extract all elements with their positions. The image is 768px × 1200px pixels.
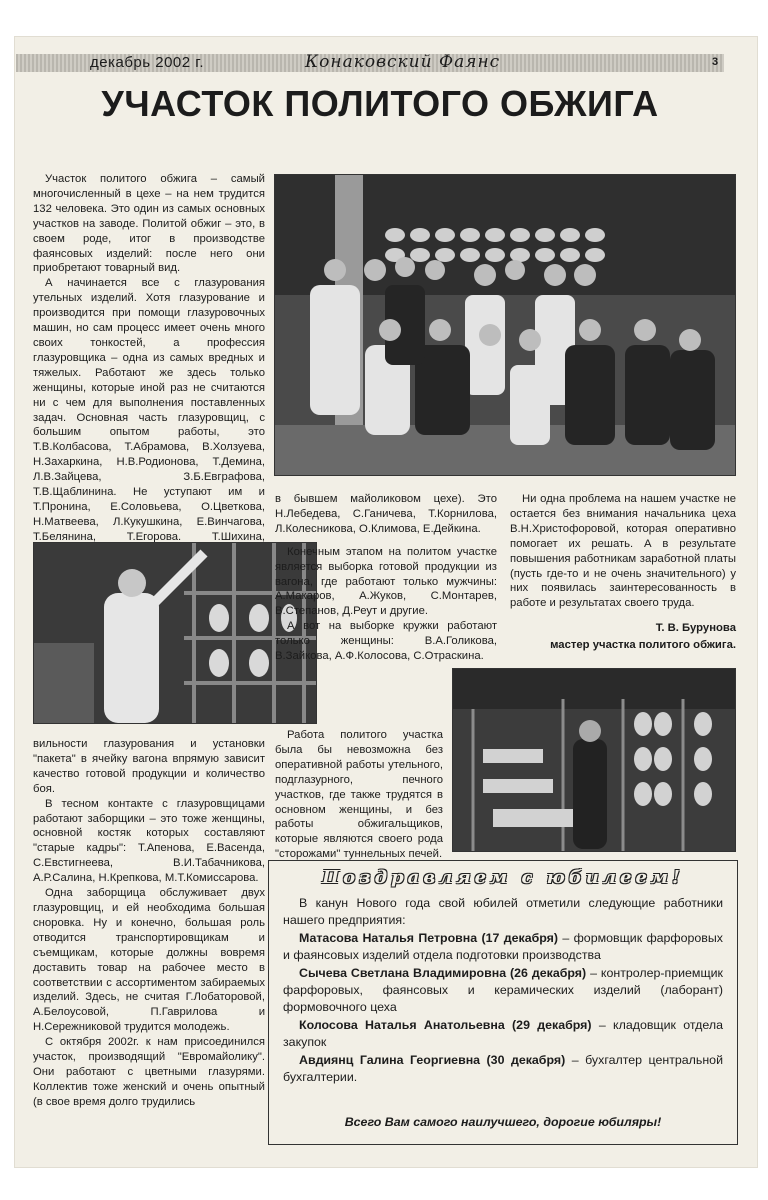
paragraph: вильности глазурования и установки "пакета" в ячейку вагона впрямую зависит качество готовой продукции и количество боя. — [33, 738, 265, 795]
paragraph: Работа политого участка была бы невозможна без оперативной работы утельного, подглазурного, печного участков, где также трудятся в основном женщины, и без работы обжигальщиков, которые являются своего рода "сторожами" туннельных печей. — [275, 729, 443, 861]
column-3 — [510, 492, 736, 611]
jubilee-name: Матасова Наталья Петровна (17 декабря) — [299, 930, 559, 945]
column-1-bottom — [33, 737, 265, 1110]
jubilee-name: Сычева Светлана Владимировна (26 декабря) — [299, 965, 587, 980]
column-2-top — [275, 492, 497, 664]
jubilee-role: – контролер-приемщик фарфоровых, фаянсовых и керамических изделий (лаборант) формовочного цеха — [283, 965, 723, 1015]
jubilee-name: Колосова Наталья Анатольевна (29 декабря) — [299, 1017, 592, 1032]
issue-date: декабрь 2002 г. — [90, 54, 205, 71]
column-2-bottom — [275, 728, 443, 862]
congratulations-body — [283, 895, 723, 1086]
jubilee-name: Авдиянц Галина Георгиевна (30 декабря) — [299, 1052, 566, 1067]
author-title: мастер участка политого обжига. — [550, 639, 736, 651]
paragraph: Одна заборщица обслуживает двух глазуровщиц, и ей необходима большая сноровка. Ну и конечно, большая роль отводится транспортировщикам и съемщикам, которые должны вовремя доставить товар на рабочее место в соответствии с ассортиментом забираемых изделий. Здесь, не считая Г.Лобаторовой, А.Белоусовой, П.Гаврилова и Н.Сережниковой трудится молодежь. — [33, 887, 265, 1034]
jubilee-entry — [283, 1052, 723, 1087]
worker-photo-icon — [34, 543, 316, 723]
group-photo-icon — [275, 175, 735, 475]
author-signature — [510, 620, 736, 654]
congratulations-closing: Всего Вам самого наилучшего, дорогие юбиляры! — [344, 1115, 662, 1129]
page-number: 3 — [712, 56, 719, 68]
group-photo — [274, 174, 736, 476]
newspaper-name: Конаковский Фаянс — [305, 52, 501, 72]
paragraph: В тесном контакте с глазуровщицами работают заборщики – это тоже женщины, основной костяк которых составляют "старые кадры": Т.Апенова, Е.Васенда, С.Евстигнеева, В.И.Табачникова, А.Р.Салина, Н.Крепкова, М.Т.Комиссарова. — [33, 797, 265, 885]
congratulations-title: Поздравляем с юбилеем! — [322, 867, 684, 888]
paragraph: Участок политого обжига – самый многочисленный в цехе – на нем трудится 132 человека. Это один из самых основных участков на заводе. Политой обжиг – это, в своем роде, итог в производстве фаянсовых изделий: после него они приобретают товарный вид. — [33, 173, 265, 275]
jubilee-entry — [283, 930, 723, 965]
congratulations-box — [268, 860, 738, 1145]
column-1-top — [33, 172, 265, 560]
jubilee-entry — [283, 1017, 723, 1052]
jubilee-entry — [283, 965, 723, 1017]
author-name: Т. В. Бурунова — [655, 622, 736, 634]
jubilee-role: – кладовщик отдела закупок — [283, 1017, 723, 1050]
paragraph: Конечным этапом на политом участке является выборка готовой продукции из вагона, где работают только мужчины: А.Макаров, А.Жуков, С.Монтарев, В.Степанов, Д.Реут и другие. — [275, 545, 497, 618]
congratulations-intro: В канун Нового года свой юбилей отметили следующие работники нашего предприятия: — [283, 896, 723, 928]
jubilee-role: – формовщик фарфоровых и фаянсовых изделий отдела подготовки производства — [283, 930, 723, 963]
paragraph: А начинается все с глазурования утельных изделий. Хотя глазурование и производится при помощи глазуровочных машин, но сам процесс имеет очень много своих тонкостей, а профессия глазуровщика – одна из самых вредных и тяжелых. Работают же здесь только женщины, которые иной раз не считаются ни с чем для выполнения поставленных задач. Основная часть глазуровщиц, с большим опытом работы, это Т.В.Колбасова, Т.Абрамова, В.Холзуева, Н.Захаркина, Н.В.Родионова, Т.Демина, Л.В.Зайцева, З.Б.Евграфова, Т.В.Щаблинина. Не уступают им и Т.Пронина, Е.Соловьева, О.Цветкова, Н.Матвеева, Л.Кукушкина, Е.Винчагова, Т.Белянина, Т.Егорова. Т.Шихина, — [33, 277, 265, 543]
kiln-shelves-photo-icon — [453, 669, 735, 851]
paragraph: Ни одна проблема на нашем участке не остается без внимания начальника цеха В.Н.Христофоровой, которая оперативно помогает их решать. А в результате повышения работникам заработной платы (пусть где-то и не очень значительного) у них появилась заинтересованность в работе и результатах своего труда. — [510, 493, 736, 610]
jubilee-role: – бухгалтер центральной бухгалтерии. — [283, 1052, 723, 1085]
paragraph: в бывшем майоликовом цехе). Это Н.Лебедева, С.Ганичева, Т.Корнилова, Л.Колесникова, О.Климова, Е.Дейкина. — [275, 493, 497, 535]
article-headline: УЧАСТОК ПОЛИТОГО ОБЖИГА — [101, 83, 659, 124]
paragraph: С октября 2002г. к нам присоединился участок, производящий "Евромайолику". Они работают с цветными глазурями. Коллектив тоже женский и очень опытный (в свое время долго трудились — [33, 1036, 265, 1108]
paragraph: А вот на выборке кружки работают только женщины: В.А.Голикова, В.Зайкова, А.Ф.Колосова, С.Отраскина. — [275, 620, 497, 663]
kiln-shelves-photo — [452, 668, 736, 852]
